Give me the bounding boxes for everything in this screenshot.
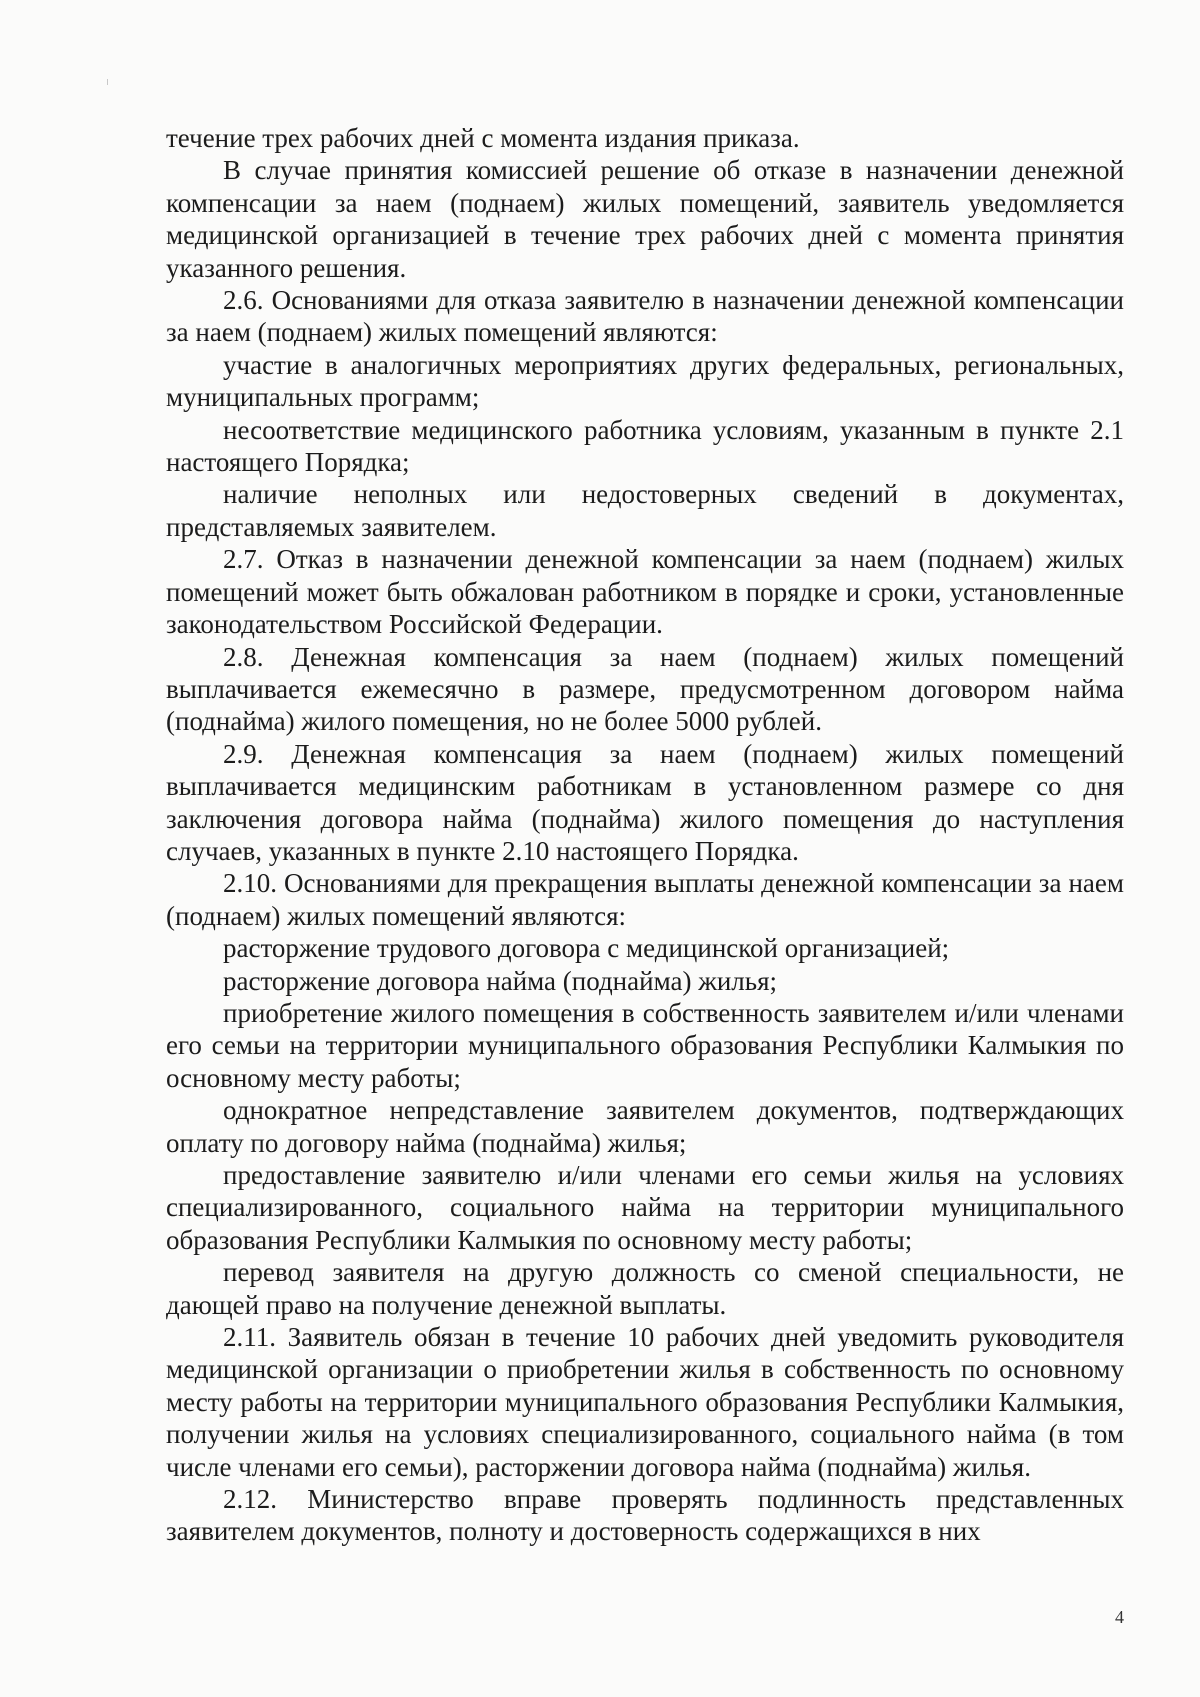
paragraph-2: В случае принятия комиссией решение об отказе в назначении денежной компенсации за наем (поднаем) жилых помещений, заявитель уведомляется медицинской организацией в течение трех рабочих дней с момента принятия указанного решения. bbox=[166, 155, 1124, 283]
paragraph-4: участие в аналогичных мероприятиях других федеральных, региональных, муниципальных программ; bbox=[166, 349, 1124, 413]
paragraph-15: предоставление заявителю и/или членами его семьи жилья на условиях специализированного, социального найма на территории муниципального образования Республики Калмыкия по основному месту работы; bbox=[166, 1160, 1124, 1255]
paragraph-3: 2.6. Основаниями для отказа заявителю в назначении денежной компенсации за наем (поднаем) жилых помещений являются: bbox=[166, 285, 1124, 348]
paragraph-5: несоответствие медицинского работника условиям, указанным в пункте 2.1 настоящего Порядка; bbox=[166, 414, 1124, 478]
paragraph-8: 2.8. Денежная компенсация за наем (поднаем) жилых помещений выплачивается ежемесячно в размере, предусмотренном договором найма (поднайма) жилого помещения, но не более 5000 рублей. bbox=[166, 641, 1124, 737]
paragraph-7: 2.7. Отказ в назначении денежной компенсации за наем (поднаем) жилых помещений может быть обжалован работником в порядке и сроки, установленные законодательством Российской Федерации. bbox=[166, 544, 1124, 640]
paragraph-6: наличие неполных или недостоверных сведений в документах, представляемых заявителем. bbox=[166, 479, 1124, 542]
paragraph-17: 2.11. Заявитель обязан в течение 10 рабочих дней уведомить руководителя медицинской организации о приобретении жилья в собственность по основному месту работы на территории муниципального образования Республики Калмыкия, получении жилья на условиях специализированного, социального найма (в том числе членами его семьи), расторжении договора найма (поднайма) жилья. bbox=[166, 1322, 1124, 1482]
document-body bbox=[166, 122, 1124, 1548]
paragraph-14: однократное непредставление заявителем документов, подтверждающих оплату по договору найма (поднайма) жилья; bbox=[166, 1095, 1124, 1158]
paragraph-11: расторжение трудового договора с медицинской организацией; bbox=[223, 933, 950, 964]
page-number: 4 bbox=[1115, 1607, 1124, 1627]
paragraph-9: 2.9. Денежная компенсация за наем (поднаем) жилых помещений выплачивается медицинским работникам в установленном размере со дня заключения договора найма (поднайма) жилого помещения до наступления случаев, указанных в пункте 2.10 настоящего Порядка. bbox=[166, 738, 1124, 866]
scan-speck bbox=[107, 79, 108, 85]
paragraph-16: перевод заявителя на другую должность со сменой специальности, не дающей право на получение денежной выплаты. bbox=[166, 1257, 1124, 1320]
paragraph-12: расторжение договора найма (поднайма) жилья; bbox=[223, 965, 778, 996]
paragraph-13: приобретение жилого помещения в собственность заявителем и/или членами его семьи на территории муниципального образования Республики Калмыкия по основному месту работы; bbox=[166, 997, 1124, 1093]
paragraph-18: 2.12. Министерство вправе проверять подлинность представленных заявителем документов, полноту и достоверность содержащихся в них bbox=[166, 1484, 1124, 1547]
paragraph-10: 2.10. Основаниями для прекращения выплаты денежной компенсации за наем (поднаем) жилых помещений являются: bbox=[166, 868, 1124, 931]
paragraph-1: течение трех рабочих дней с момента издания приказа. bbox=[166, 123, 800, 153]
